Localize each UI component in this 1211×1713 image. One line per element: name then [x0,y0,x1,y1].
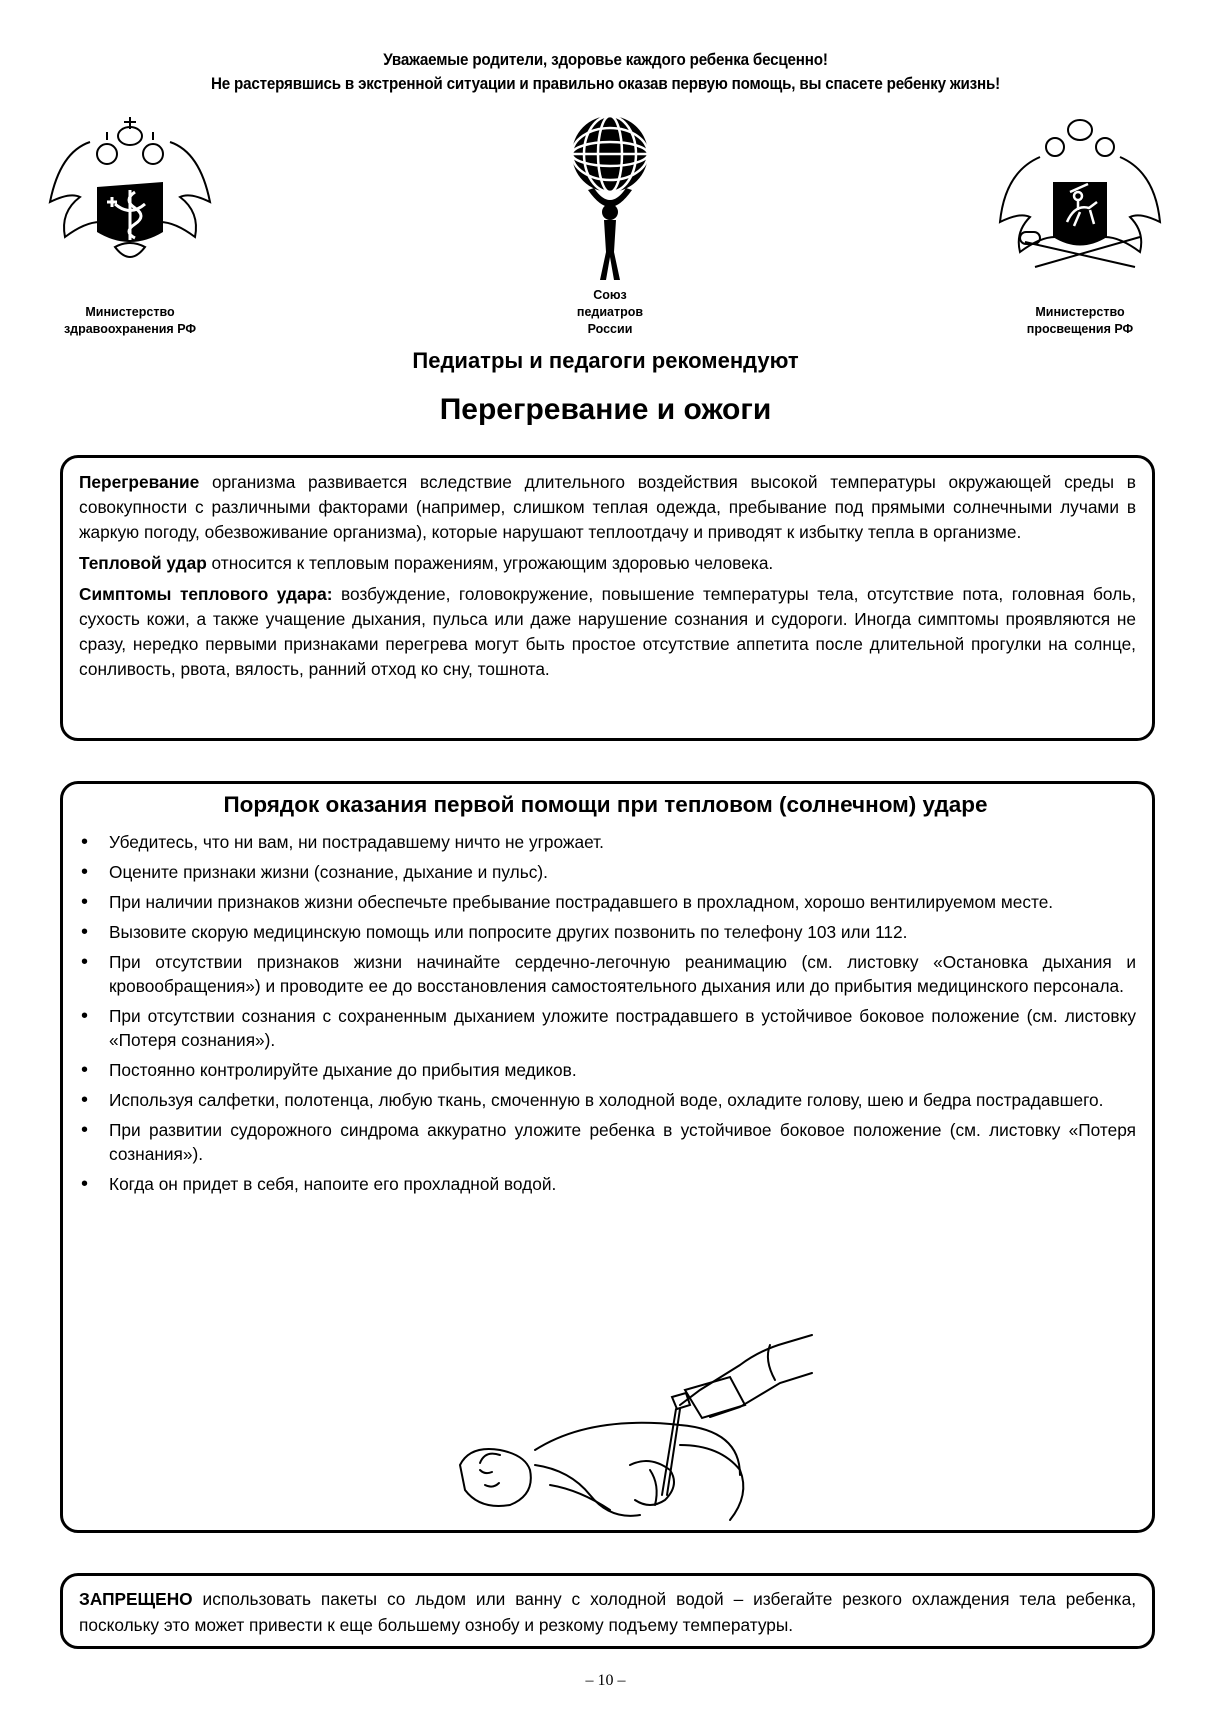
heatstroke-definition [79,551,1136,576]
warning-box [60,1573,1155,1649]
step-item: • При наличии признаков жизни обеспечьте пребывание пострадавшего в прохладном, хорошо вентилируемом месте. [75,890,1136,914]
caption-line: Министерство [85,305,175,319]
page-title: Перегревание и ожоги [439,393,772,426]
pediatricians-union-logo-icon [560,112,660,282]
pediatricians-union-caption [535,287,685,338]
step-item: • Убедитесь, что ни вам, ни пострадавшему ничто не угрожает. [75,830,1136,854]
overheating-definition [79,470,1136,545]
caption-line: педиатров [576,305,644,319]
step-item: • При развитии судорожного синдрома аккуратно уложите ребенка в устойчивое боковое положение (см. листовку «Потеря сознания»). [75,1118,1136,1166]
definition-text: относится к тепловым поражениям, угрожающим здоровью человека. [206,553,774,573]
step-item: • При отсутствии признаков жизни начинайте сердечно-легочную реанимацию (см. листовку «Остановка дыхания и кровообращения») и проводите ее до восстановления самостоятельного дыхания или до прибытия медицинского персонала. [75,950,1136,998]
step-item: • Когда он придет в себя, напоите его прохладной водой. [75,1172,1136,1196]
page-subtitle: Педиатры и педагоги рекомендуют [412,348,799,373]
step-item: • Используя салфетки, полотенца, любую ткань, смоченную в холодной воде, охладите голову, шею и бедра пострадавшего. [75,1088,1136,1112]
overheating-info-box [60,455,1155,741]
heatstroke-symptoms [79,582,1136,682]
caption-line: Министерство [1035,305,1125,319]
ministry-education-emblem-icon [995,112,1165,282]
page-number: – 10 – [585,1672,626,1689]
step-item: • При отсутствии сознания с сохраненным дыханием уложите пострадавшего в устойчивое боковое положение (см. листовку «Потеря сознания»). [75,1004,1136,1052]
caption-line: здравоохранения РФ [63,322,197,336]
caption-line: России [587,322,633,336]
term-overheating: Перегревание [79,472,200,492]
header-line-1: Уважаемые родители, здоровье каждого ребенка бесценно! [383,51,828,69]
header-line-2: Не растерявшись в экстренной ситуации и правильно оказав первую помощь, вы спасете ребенку жизнь! [210,75,1001,93]
term-heatstroke: Тепловой удар [79,553,207,573]
symptoms-text: возбуждение, головокружение, повышение температуры тела, отсутствие пота, головная боль, сухость кожи, а также учащение дыхания, пульса или даже нарушение сознания и судороги. Иногда симптомы проявляются не сразу, нередко первыми признаками перегрева могут быть простое отсутствие аппетита после длительной прогулки на солнце, сонливость, рвота, вялость, ранний отход ко сну, тошнота. [79,584,1136,679]
definition-text: организма развивается вследствие длительного воздействия высокой температуры окружающей среды в совокупности с различными факторами (например, слишком теплая одежда, пребывание под прямыми солнечными лучами в жаркую погоду, обезвоживание организма), которые нарушают теплоотдачу и приводят к избытку тепла в организме. [79,472,1136,542]
child-given-water-illustration [440,1295,820,1525]
warning-body: использовать пакеты со льдом или ванну с холодной водой – избегайте резкого охлаждения тела ребенка, поскольку это может привести к еще большему ознобу и резкому подъему температуры. [79,1589,1136,1635]
ministry-health-caption [40,304,220,338]
ministry-education-caption [990,304,1170,338]
ministry-health-emblem-icon [45,112,215,272]
warning-label: ЗАПРЕЩЕНО [79,1589,193,1609]
step-item: • Вызовите скорую медицинскую помощь или попросите других позвонить по телефону 103 или 112. [75,920,1136,944]
caption-line: Союз [593,288,627,302]
first-aid-title: Порядок оказания первой помощи при тепловом (солнечном) ударе [223,792,988,817]
warning-text [79,1586,1136,1638]
caption-line: просвещения РФ [1026,322,1134,336]
first-aid-steps [75,830,1136,1196]
step-item: • Оцените признаки жизни (сознание, дыхание и пульс). [75,860,1136,884]
step-item: • Постоянно контролируйте дыхание до прибытия медиков. [75,1058,1136,1082]
term-symptoms: Симптомы теплового удара: [79,584,333,604]
